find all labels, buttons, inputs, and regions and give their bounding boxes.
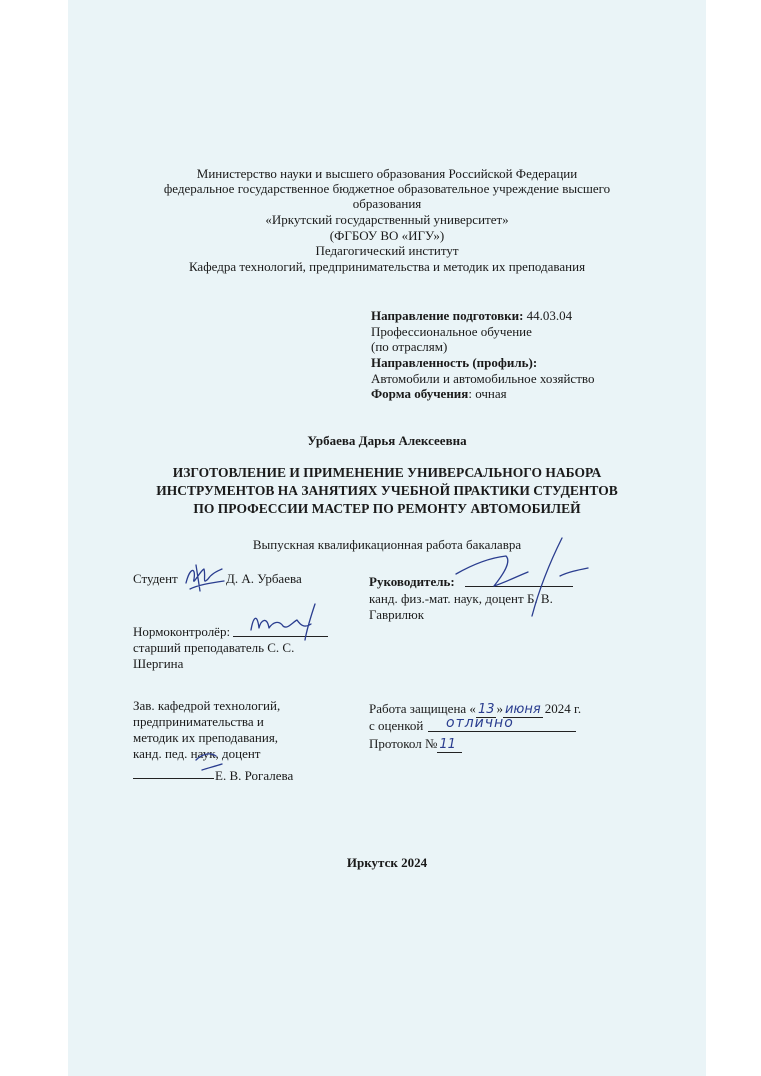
university-name: «Иркутский государственный университет» bbox=[265, 212, 509, 227]
profile-label: Направленность (профиль): bbox=[371, 355, 538, 370]
study-form-label: Форма обучения bbox=[371, 386, 469, 401]
defense-prefix: Работа защищена « bbox=[369, 701, 476, 716]
normcontrol-label: Нормоконтролёр: bbox=[133, 624, 231, 639]
head-title-1: Зав. кафедрой технологий, bbox=[133, 698, 281, 713]
student-signature bbox=[180, 561, 228, 595]
institution-line-1: федеральное государственное бюджетное образовательное учреждение высшего bbox=[163, 181, 611, 196]
student-name: Д. А. Урбаева bbox=[226, 571, 302, 586]
supervisor-label: Руководитель: bbox=[369, 574, 455, 589]
ministry-line: Министерство науки и высшего образования Российской Федерации bbox=[196, 166, 578, 181]
direction-name-2: (по отраслям) bbox=[371, 339, 448, 354]
university-short: (ФГБОУ ВО «ИГУ») bbox=[329, 228, 445, 243]
defense-day: 13 bbox=[477, 702, 495, 717]
student-label: Студент bbox=[133, 571, 178, 586]
head-signature bbox=[188, 740, 228, 780]
supervisor-signature bbox=[452, 532, 592, 624]
profile-value: Автомобили и автомобильное хозяйство bbox=[371, 371, 595, 386]
grade-label: с оценкой bbox=[369, 718, 424, 733]
institution-line-2: образования bbox=[352, 196, 422, 211]
direction-label: Направление подготовки: bbox=[371, 308, 524, 323]
normcontrol-name: Шергина bbox=[133, 656, 184, 671]
department-name: Кафедра технологий, предпринимательства и методик их преподавания bbox=[188, 259, 586, 274]
protocol-line bbox=[369, 736, 462, 752]
supervisor-name: Гаврилюк bbox=[369, 607, 425, 622]
grade-value: отлично bbox=[446, 715, 514, 731]
grade-line bbox=[428, 731, 576, 732]
work-type: Выпускная квалификационная работа бакалавра bbox=[252, 537, 522, 552]
study-form-line bbox=[371, 386, 507, 401]
head-title-4: канд. пед. наук, доцент bbox=[133, 746, 261, 761]
thesis-title-line-2: ИНСТРУМЕНТОВ НА ЗАНЯТИЯХ УЧЕБНОЙ ПРАКТИКИ СТУДЕНТОВ bbox=[156, 483, 618, 498]
head-title-2: предпринимательства и bbox=[133, 714, 264, 729]
thesis-title-line-1: ИЗГОТОВЛЕНИЕ И ПРИМЕНЕНИЕ УНИВЕРСАЛЬНОГО НАБОРА bbox=[172, 465, 602, 480]
study-form-value: : очная bbox=[468, 386, 507, 401]
defense-year: 2024 г. bbox=[544, 701, 582, 716]
institute-name: Педагогический институт bbox=[315, 243, 459, 258]
direction-name-1: Профессиональное обучение bbox=[371, 324, 532, 339]
normcontrol-signature bbox=[245, 600, 325, 642]
author-name: Урбаева Дарья Алексеевна bbox=[307, 433, 467, 448]
defense-mid: » bbox=[496, 701, 503, 716]
thesis-title-line-3: ПО ПРОФЕССИИ МАСТЕР ПО РЕМОНТУ АВТОМОБИЛЕЙ bbox=[193, 501, 581, 516]
supervisor-title: канд. физ.-мат. наук, доцент Б. В. bbox=[369, 591, 553, 606]
protocol-number: 11 bbox=[437, 737, 462, 753]
direction-value: 44.03.04 bbox=[523, 308, 573, 323]
defense-month: июня bbox=[504, 702, 541, 717]
direction-line bbox=[371, 308, 572, 323]
head-name: Е. В. Рогалева bbox=[215, 768, 294, 783]
normcontrol-title: старший преподаватель С. С. bbox=[133, 640, 295, 655]
protocol-label: Протокол № bbox=[369, 736, 438, 751]
city-year: Иркутск 2024 bbox=[346, 855, 428, 870]
head-title-3: методик их преподавания, bbox=[133, 730, 279, 745]
